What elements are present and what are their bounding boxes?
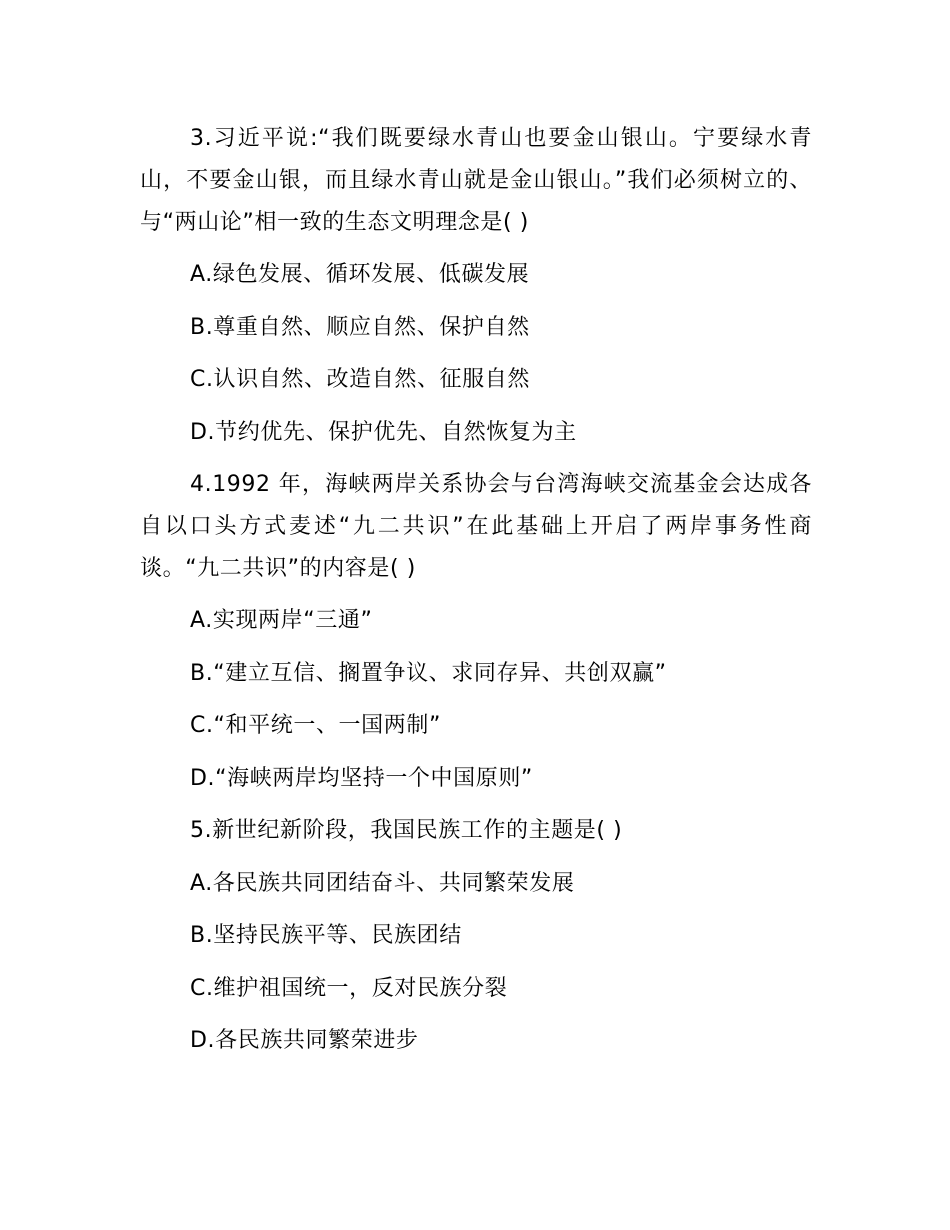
option-a: A.绿色发展、循环发展、低碳发展 — [190, 262, 530, 287]
option-c: C.认识自然、改造自然、征服自然 — [190, 367, 530, 392]
option-b: B.坚持民族平等、民族团结 — [190, 923, 462, 948]
question-3 — [140, 118, 812, 454]
option-b: B.“建立互信、搁置争议、求同存异、共创双赢” — [190, 660, 667, 686]
question-5 — [140, 810, 812, 1062]
option-c: C.“和平统一、一国两制” — [190, 713, 441, 738]
question-stem: 4.1992 年，海峡两岸关系协会与台湾海峡交流基金会达成各自以口头方式麦述“九二共识”在此基础上开启了两岸事务性商谈。“九二共识”的内容是( ) — [140, 472, 812, 581]
option-d: D.“海峡两岸均坚持一个中国原则” — [190, 765, 533, 791]
option-d: D.节约优先、保护优先、自然恢复为主 — [190, 419, 577, 445]
question-stem: 3.习近平说:“我们既要绿水青山也要金山银山。宁要绿水青山，不要金山银，而且绿水青山就是金山银山。”我们必须树立的、与“两山论”相一致的生态文明理念是( ) — [140, 126, 812, 235]
question-4 — [140, 464, 812, 800]
option-b: B.尊重自然、顺应自然、保护自然 — [190, 314, 530, 340]
option-d: D.各民族共同繁荣进步 — [190, 1028, 419, 1053]
document-page — [140, 118, 812, 1073]
option-a: A.各民族共同团结奋斗、共同繁荣发展 — [190, 870, 575, 896]
question-stem: 5.新世纪新阶段，我国民族工作的主题是( ) — [190, 818, 623, 843]
option-a: A.实现两岸“三通” — [190, 608, 373, 633]
option-c: C.维护祖国统一，反对民族分裂 — [190, 975, 508, 1001]
